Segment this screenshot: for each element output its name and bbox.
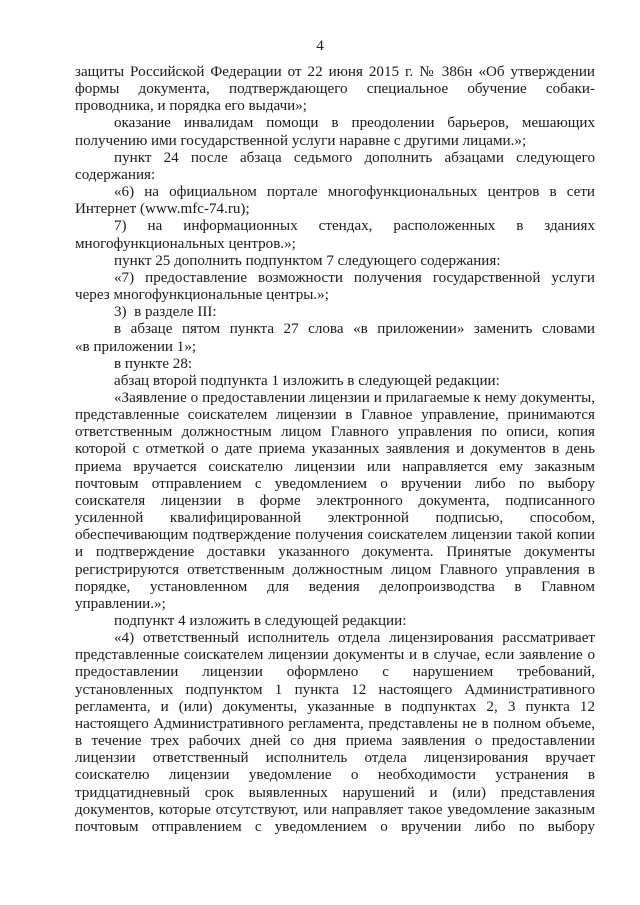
text-line: соискателя лицензии в форме электронного документа, подписанного xyxy=(75,492,595,509)
text-line: «Заявление о предоставлении лицензии и прилагаемые к нему документы, xyxy=(114,389,595,406)
text-line: абзац второй подпункта 1 изложить в следующей редакции: xyxy=(114,372,500,389)
text-line: усиленной квалифицированной электронной подписью, способом, xyxy=(75,510,595,527)
text-line: обеспечивающим подтверждение получения соискателем лицензии такой копии xyxy=(75,527,595,544)
text-line: в течение трех рабочих дней со дня приема заявления о предоставлении xyxy=(75,733,595,750)
text-line: порядке, установленном для ведения делопроизводства в Главном xyxy=(75,578,595,595)
text-line: и подтверждение доставки указанного документа. Принятые документы xyxy=(75,544,595,561)
text-line: которой с отметкой о дате приема указанных заявления и документов в день xyxy=(75,441,595,458)
text-line: «6) на официальном портале многофункциональных центров в сети xyxy=(114,184,595,201)
text-line: регистрируются ответственным должностным лицом Главного управления в xyxy=(75,561,595,578)
text-line: через многофункциональные центры.»; xyxy=(75,287,329,304)
text-line: защиты Российской Федерации от 22 июня 2015 г. № 386н «Об утверждении xyxy=(75,64,595,80)
text-line: «7) предоставление возможности получения государственной услуги xyxy=(114,269,595,286)
document-body xyxy=(75,64,595,836)
text-line: подпункт 4 изложить в следующей редакции: xyxy=(114,613,407,629)
text-line: документов, которые отсутствуют, или направляет такое уведомление заказным xyxy=(75,801,595,818)
text-line: пункт 24 после абзаца седьмого дополнить абзацами следующего xyxy=(114,149,595,166)
text-line: настоящего Административного регламента, представлены не в полном объеме, xyxy=(75,715,595,732)
page-number: 4 xyxy=(316,38,324,54)
text-line: ответственным должностным лицом Главного управления по описи, копия xyxy=(75,424,595,441)
text-line: формы документа, подтверждающего специальное обучение собаки- xyxy=(75,81,595,98)
text-line: пункт 25 дополнить подпунктом 7 следующего содержания: xyxy=(114,252,501,269)
text-line: проводника, и порядка его выдачи»; xyxy=(75,98,307,115)
text-line: в пункте 28: xyxy=(114,355,193,372)
text-line: 3) в разделе III: xyxy=(114,304,217,321)
text-line: в абзаце пятом пункта 27 слова «в приложении» заменить словами xyxy=(114,321,595,338)
text-line: соискателю лицензии уведомление о необходимости устранения в xyxy=(75,767,595,784)
text-line: Интернет (www.mfc-74.ru); xyxy=(75,201,250,218)
text-line: 7) на информационных стендах, расположенных в зданиях xyxy=(114,218,595,235)
text-line: «в приложении 1»; xyxy=(75,338,197,355)
text-line: управлении.»; xyxy=(75,595,166,612)
text-line: предоставлении лицензии оформлено с нарушением требований, xyxy=(75,664,595,681)
text-line: почтовым отправлением с уведомлением о вручении либо по выбору xyxy=(75,475,595,492)
text-line: представленные соискателем лицензии документы и в случае, если заявление о xyxy=(75,647,595,664)
text-line: оказание инвалидам помощи в преодолении барьеров, мешающих xyxy=(114,115,595,132)
text-line: содержания: xyxy=(75,166,156,183)
text-line: тридцатидневный срок выявленных нарушений и (или) представления xyxy=(75,784,595,801)
text-line: «4) ответственный исполнитель отдела лицензирования рассматривает xyxy=(114,630,595,647)
text-line: лицензии ответственный исполнитель отдела лицензирования вручает xyxy=(75,750,595,767)
text-line: регламента, и (или) документы, указанные в подпунктах 2, 3 пункта 12 xyxy=(75,698,595,715)
text-line: почтовым отправлением с уведомлением о вручении либо по выбору xyxy=(75,818,595,835)
text-line: получению ими государственной услуги наравне с другими лицами.»; xyxy=(75,132,527,149)
text-line: представленные соискателем лицензии в Главное управление, принимаются xyxy=(75,407,595,424)
text-line: многофункциональных центров.»; xyxy=(75,235,296,252)
text-line: установленных подпунктом 1 пункта 12 настоящего Административного xyxy=(75,681,595,698)
text-line: приема вручается соискателю лицензии или направляется ему заказным xyxy=(75,458,595,475)
